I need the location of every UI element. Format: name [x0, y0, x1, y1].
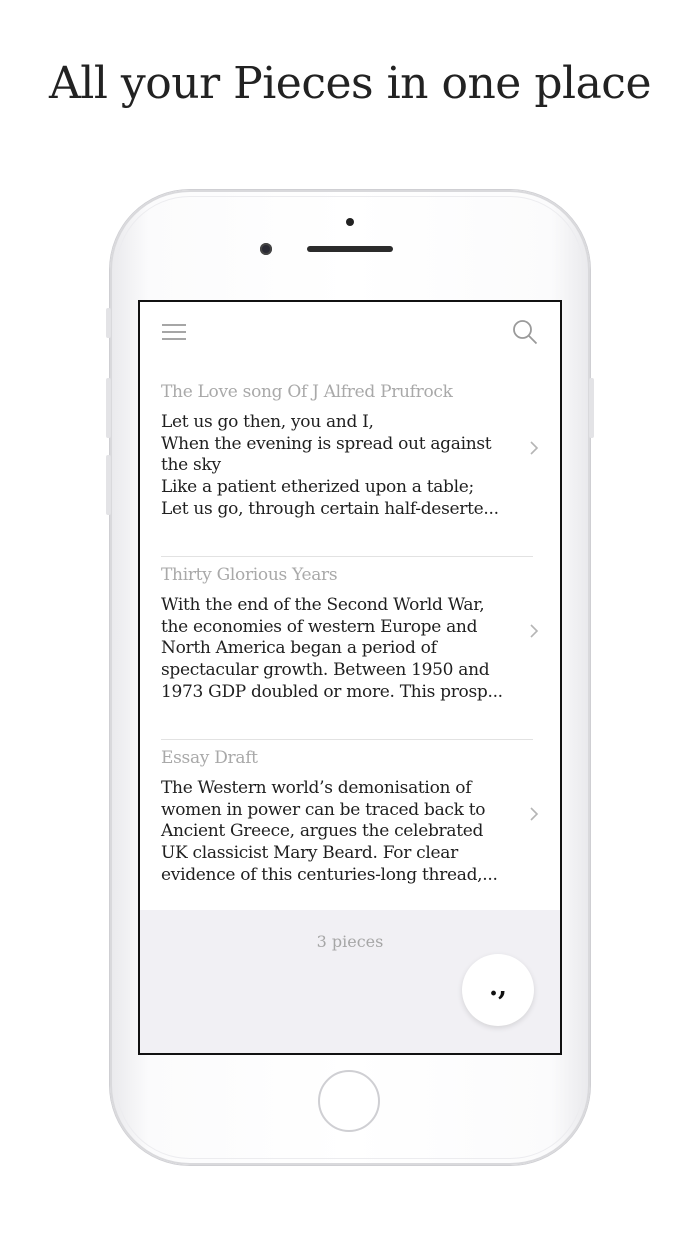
piece-title: Thirty Glorious Years	[161, 565, 338, 585]
home-button[interactable]	[318, 1070, 380, 1132]
power-button	[589, 378, 594, 438]
new-piece-button[interactable]	[462, 954, 534, 1026]
piece-preview: With the end of the Second World War, the economies of western Europe and North America began a period of spectacular growth. Between 1950 and 1973 GDP doubled or more. This prosp...	[161, 595, 503, 702]
piece-title: The Love song Of J Alfred Prufrock	[161, 382, 453, 402]
volume-down-button	[106, 455, 111, 515]
page-headline: All your Pieces in one place	[49, 58, 651, 109]
new-piece-button-label: .,	[488, 972, 508, 1002]
piece-preview: The Western world’s demonisation of women in power can be traced back to Ancient Greece, argues the celebrated UK classicist Mary Beard. For clear evidence of this centuries-long thread,...	[161, 778, 498, 885]
list-item[interactable]	[161, 740, 533, 923]
volume-up-button	[106, 378, 111, 438]
earpiece-speaker	[307, 246, 393, 252]
pieces-count: 3 pieces	[316, 932, 384, 951]
chevron-right-icon	[527, 438, 541, 458]
list-item[interactable]	[161, 374, 533, 557]
search-icon[interactable]	[512, 319, 538, 345]
top-bar	[140, 302, 560, 362]
chevron-right-icon	[527, 621, 541, 641]
list-item[interactable]	[161, 557, 533, 740]
app-screen	[138, 300, 562, 1055]
piece-preview: Let us go then, you and I, When the evening is spread out against the sky Like a patient etherized upon a table; Let us go, through certain half-deserte...	[161, 412, 499, 519]
chevron-right-icon	[527, 804, 541, 824]
front-camera	[260, 243, 272, 255]
piece-title: Essay Draft	[161, 748, 258, 768]
proximity-sensor	[346, 218, 354, 226]
mute-switch	[106, 308, 111, 338]
menu-icon[interactable]	[161, 322, 187, 344]
pieces-list	[140, 374, 560, 923]
footer-area	[140, 910, 560, 1055]
